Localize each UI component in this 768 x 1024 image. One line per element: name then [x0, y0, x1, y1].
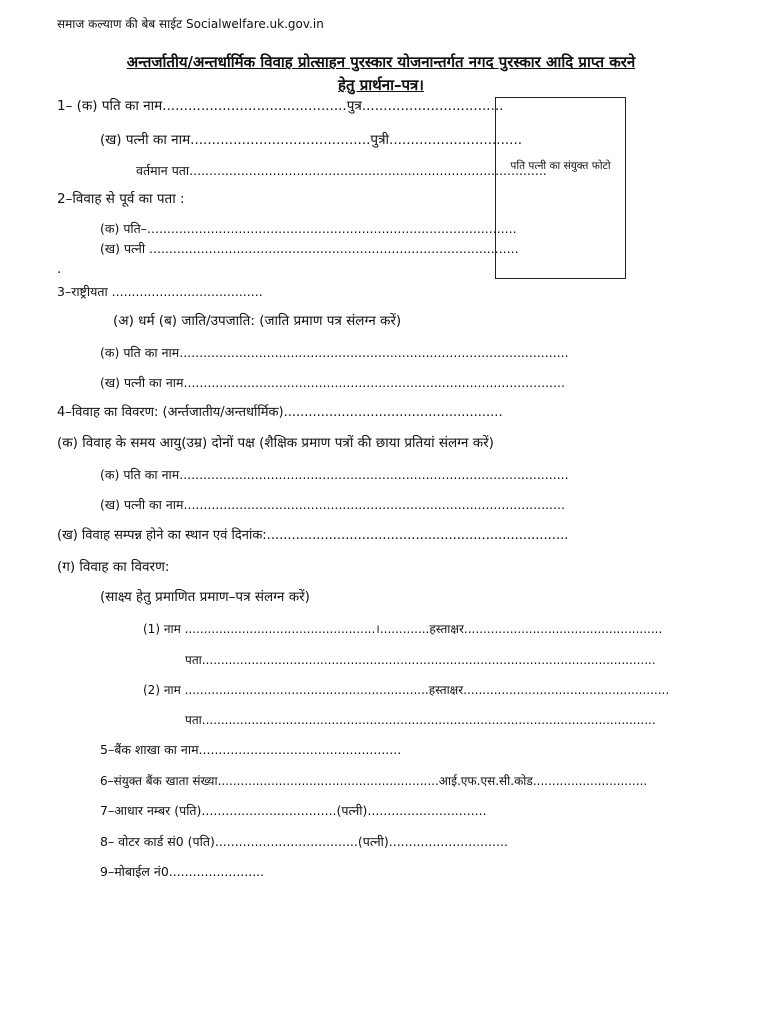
witness-1-address: पता....................................................................................................................... — [185, 653, 656, 667]
q4c-heading: (ग) विवाह का विवरण: — [57, 559, 170, 575]
q2-husband-address: (क) पति–............................................................................................. — [100, 221, 517, 236]
q4a-age-heading: (क) विवाह के समय आयु(उम्र) दोनों पक्ष (शैक्षिक प्रमाण पत्रों की छाया प्रतियां संलग्न करें) — [57, 435, 494, 451]
q9-mobile: 9–मोबाईल नं0........................ — [100, 864, 265, 879]
q6-joint-account-ifsc: 6–संयुक्त बैंक खाता संख्या..........................................................आई.एफ.एस.सी.कोड.............................. — [100, 774, 648, 788]
witness-2-name-signature: (2) नाम ................................................................हस्ताक्षर...................................................... — [143, 683, 670, 697]
q2-heading: 2–विवाह से पूर्व का पता : — [57, 191, 185, 207]
q3-husband-name: (क) पति का नाम.................................................................................................. — [100, 345, 569, 360]
witness-1-name-signature: (1) नाम ..................................................।.............हस्ताक्षर.................................................... — [143, 622, 663, 636]
q7-aadhaar: 7–आधार नम्बर (पति)..................................(पत्नी).............................. — [100, 803, 487, 818]
q3-nationality: 3–राष्ट्रीयता ...................................... — [57, 284, 263, 299]
q4a-husband-name: (क) पति का नाम.................................................................................................. — [100, 467, 569, 482]
stray-dot: . — [57, 261, 62, 277]
q1-current-address: वर्तमान पता.......................................................................................... — [136, 163, 547, 178]
q1-husband-name: 1– (क) पति का नाम...........................................पुत्र................................. — [57, 98, 504, 114]
q3-wife-name: (ख) पत्नी का नाम................................................................................................ — [100, 375, 565, 390]
q4-marriage-details: 4–विवाह का विवरण: (अर्न्तजातीय/अन्तर्धार्मिक)..................................................... — [57, 405, 503, 420]
q5-bank-branch: 5–बैंक शाखा का नाम................................................... — [100, 742, 402, 757]
q3-religion-caste: (अ) धर्म (ब) जाति/उपजाति: (जाति प्रमाण पत्र संलग्न करें) — [113, 313, 402, 329]
q1-wife-name: (ख) पत्नी का नाम..........................................पुत्री............................... — [100, 132, 523, 148]
q4a-wife-name: (ख) पत्नी का नाम................................................................................................ — [100, 497, 565, 512]
q2-wife-address: (ख) पत्नी ............................................................................................. — [100, 241, 519, 256]
witness-2-address: पता....................................................................................................................... — [185, 713, 656, 727]
photo-box-label: पति पत्नी का संयुक्त फोटो — [510, 160, 611, 172]
q4b-place-date: (ख) विवाह सम्पन्न होने का स्थान एवं दिनांक:......................................................................... — [57, 528, 569, 543]
form-title-line-1: अन्तर्जातीय/अन्तर्धार्मिक विवाह प्रोत्साहन पुरस्कार योजनान्तर्गत नगद पुरस्कार आदि प्राप्त करने — [126, 53, 636, 71]
website-header: समाज कल्याण की बेब साईट Socialwelfare.uk.gov.in — [57, 17, 324, 31]
q4c-evidence-note: (साक्ष्य हेतु प्रमाणित प्रमाण–पत्र संलग्न करें) — [100, 589, 310, 605]
q8-voter-card: 8– वोटर कार्ड सं0 (पति)....................................(पत्नी).............................. — [100, 834, 508, 849]
form-title-line-2: हेतु प्रार्थना–पत्र। — [338, 76, 424, 94]
